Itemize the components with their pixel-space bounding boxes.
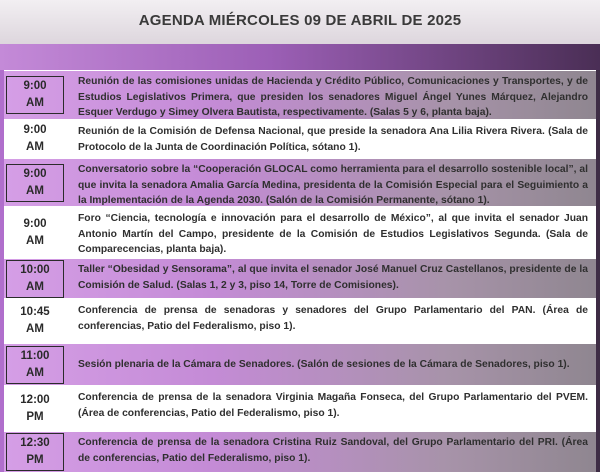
time-period: AM [26, 280, 44, 293]
time-badge [6, 121, 64, 157]
agenda-row [4, 431, 596, 472]
agenda-row [4, 207, 596, 258]
time-cell [4, 259, 66, 298]
agenda-row [4, 158, 596, 207]
time-period: AM [26, 141, 44, 153]
time-label: 9:00 [23, 167, 47, 180]
time-period: AM [26, 323, 44, 335]
time-label: 10:00 [20, 263, 50, 276]
time-cell [4, 300, 66, 342]
time-cell [4, 432, 66, 472]
time-label: 9:00 [23, 217, 47, 230]
time-label: 12:00 [20, 393, 50, 406]
time-cell [4, 344, 66, 385]
page-title: AGENDA MIÉRCOLES 09 DE ABRIL DE 2025 [138, 12, 462, 29]
time-badge [6, 164, 64, 202]
time-period: AM [26, 184, 44, 197]
agenda-row [4, 120, 596, 158]
event-description: Conferencia de prensa de senadoras y senadores del Grupo Parlamentario del PAN. (Área de conferencias, Patio del Federalismo, piso 1). [78, 305, 588, 332]
time-cell [4, 208, 66, 257]
header-strip [0, 44, 600, 70]
event-description: Foro “Ciencia, tecnología e innovación para el desarrollo de México”, al que invita el senador Juan Antonio Martín del Campo, presidente de la Comisión de Estudios Legislativos Segunda. (Sala de Comparecencias, planta baja). [78, 213, 588, 255]
agenda-row [4, 70, 596, 120]
time-period: PM [26, 410, 44, 423]
time-badge [6, 391, 64, 427]
agenda-row [4, 299, 596, 343]
time-badge [6, 303, 64, 339]
header [0, 0, 600, 44]
time-period: AM [26, 366, 44, 379]
time-cell [4, 121, 66, 157]
time-badge [6, 260, 64, 298]
agenda-row [4, 386, 596, 431]
event-description: Reunión de las comisiones unidas de Hacienda y Crédito Público, Comunicaciones y Transportes, y de Estudios Legislativos Primera, que presiden los senadores Miguel Ángel Yunes Márquez, Alejandro Esquer Verdugo y Simey Olvera Bautista, respectivamente. (Salas 5 y 6, planta baja). [78, 76, 588, 118]
time-label: 12:30 [20, 437, 50, 449]
time-badge [6, 433, 64, 471]
time-cell [4, 159, 66, 206]
time-badge [6, 76, 64, 114]
event-description: Reunión de la Comisión de Defensa Nacional, que preside la senadora Ana Lilia Rivera Rivera. (Sala de Protocolo de la Junta de Coordinación Política, sótano 1). [78, 126, 588, 153]
event-description: Conversatorio sobre la “Cooperación GLOCAL como herramienta para el desarrollo sostenible local”, al que invita la senadora Amalia García Medina, presidenta de la Comisión Especial para el Seguimiento a la Implementación de la Agenda 2030. (Salón de la Comisión Permanente, sótano 1). [78, 164, 588, 206]
agenda-row [4, 258, 596, 299]
time-label: 10:45 [20, 306, 50, 318]
time-period: AM [26, 97, 44, 109]
time-period: AM [26, 234, 44, 247]
time-label: 9:00 [23, 80, 47, 92]
event-description: Taller “Obesidad y Sensorama”, al que invita el senador José Manuel Cruz Castellanos, presidente de la Comisión de Salud. (Salas 1, 2 y 3, piso 14, Torre de Comisiones). [78, 264, 588, 291]
time-cell [4, 71, 66, 119]
time-period: PM [26, 454, 44, 466]
event-description: Sesión plenaria de la Cámara de Senadores. (Salón de sesiones de la Cámara de Senadores, piso 1). [78, 358, 570, 370]
time-badge [6, 215, 64, 251]
time-cell [4, 387, 66, 430]
time-badge [6, 346, 64, 384]
time-label: 9:00 [23, 124, 47, 136]
event-description: Conferencia de prensa de la senadora Cristina Ruiz Sandoval, del Grupo Parlamentario del PRI. (Área de conferencias, Patio del Federalismo, piso 1). [78, 437, 588, 464]
event-description: Conferencia de prensa de la senadora Virginia Magaña Fonseca, del Grupo Parlamentario del PVEM. (Área de conferencias, Patio del Federalismo, piso 1). [78, 392, 588, 419]
agenda-row [4, 343, 596, 386]
time-label: 11:00 [20, 349, 50, 362]
